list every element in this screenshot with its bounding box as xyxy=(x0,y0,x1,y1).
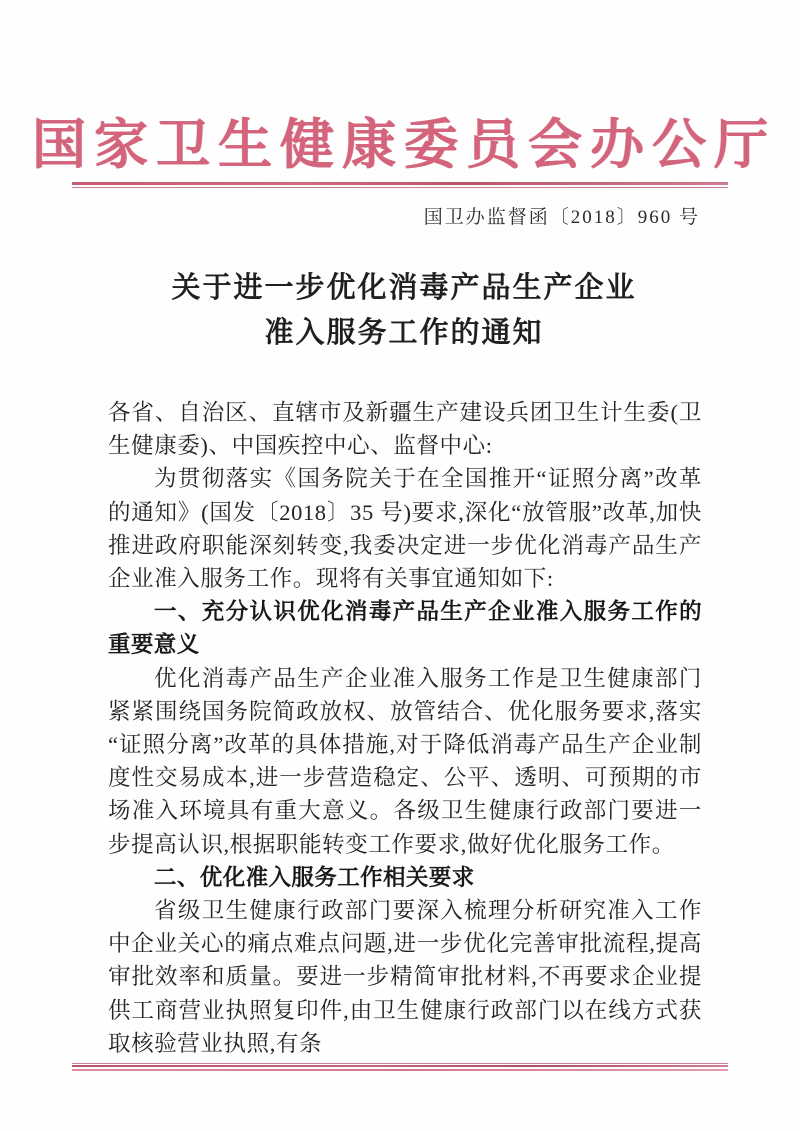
masthead-rule-thick-bar xyxy=(72,182,728,185)
masthead-rule-thin-bar xyxy=(72,187,728,188)
recipient-line: 各省、自治区、直辖市及新疆生产建设兵团卫生计生委(卫生健康委)、中国疾控中心、监督中心: xyxy=(108,400,702,459)
document-number: 国卫办监督函〔2018〕960 号 xyxy=(423,207,700,228)
section-2-heading: 二、优化准入服务工作相关要求 xyxy=(154,864,475,890)
preamble-paragraph: 为贯彻落实《国务院关于在全国推开“证照分离”改革的通知》(国发〔2018〕35 号)要求,深化“放管服”改革,加快推进政府职能深刻转变,我委决定进一步优化消毒产品生产企业准入服务工作。现将有关事宜通知如下: xyxy=(108,466,702,592)
document-body xyxy=(108,396,702,1060)
masthead-divider-rule xyxy=(72,182,728,189)
section-1-paragraph: 优化消毒产品生产企业准入服务工作是卫生健康部门紧紧围绕国务院简政放权、放管结合、优化服务要求,落实“证照分离”改革的具体措施,对于降低消毒产品生产企业制度性交易成本,进一步营造稳定、公平、透明、可预期的市场准入环境具有重大意义。各级卫生健康行政部门要进一步提高认识,根据职能转变工作要求,做好优化服务工作。 xyxy=(108,665,702,857)
footer-divider-rule xyxy=(72,1063,728,1071)
title-line-2: 准入服务工作的通知 xyxy=(264,317,544,349)
masthead-title: 国家卫生健康委员会办公厅 xyxy=(32,115,776,175)
page-title xyxy=(108,266,700,356)
section-1-heading: 一、充分认识优化消毒产品生产企业准入服务工作的重要意义 xyxy=(108,599,702,658)
masthead xyxy=(0,115,800,175)
footer-rule-low-bar xyxy=(72,1069,728,1071)
title-line-1: 关于进一步优化消毒产品生产企业 xyxy=(171,272,637,304)
footer-rule-mid-bar xyxy=(72,1065,728,1067)
footer-rule-thin-bar xyxy=(72,1063,728,1064)
section-2-paragraph: 省级卫生健康行政部门要深入梳理分析研究准入工作中企业关心的痛点难点问题,进一步优化完善审批流程,提高审批效率和质量。要进一步精简审批材料,不再要求企业提供工商营业执照复印件,由卫生健康行政部门以在线方式获取核验营业执照,有条 xyxy=(108,898,702,1056)
scan-noise-artifact xyxy=(0,8,800,26)
